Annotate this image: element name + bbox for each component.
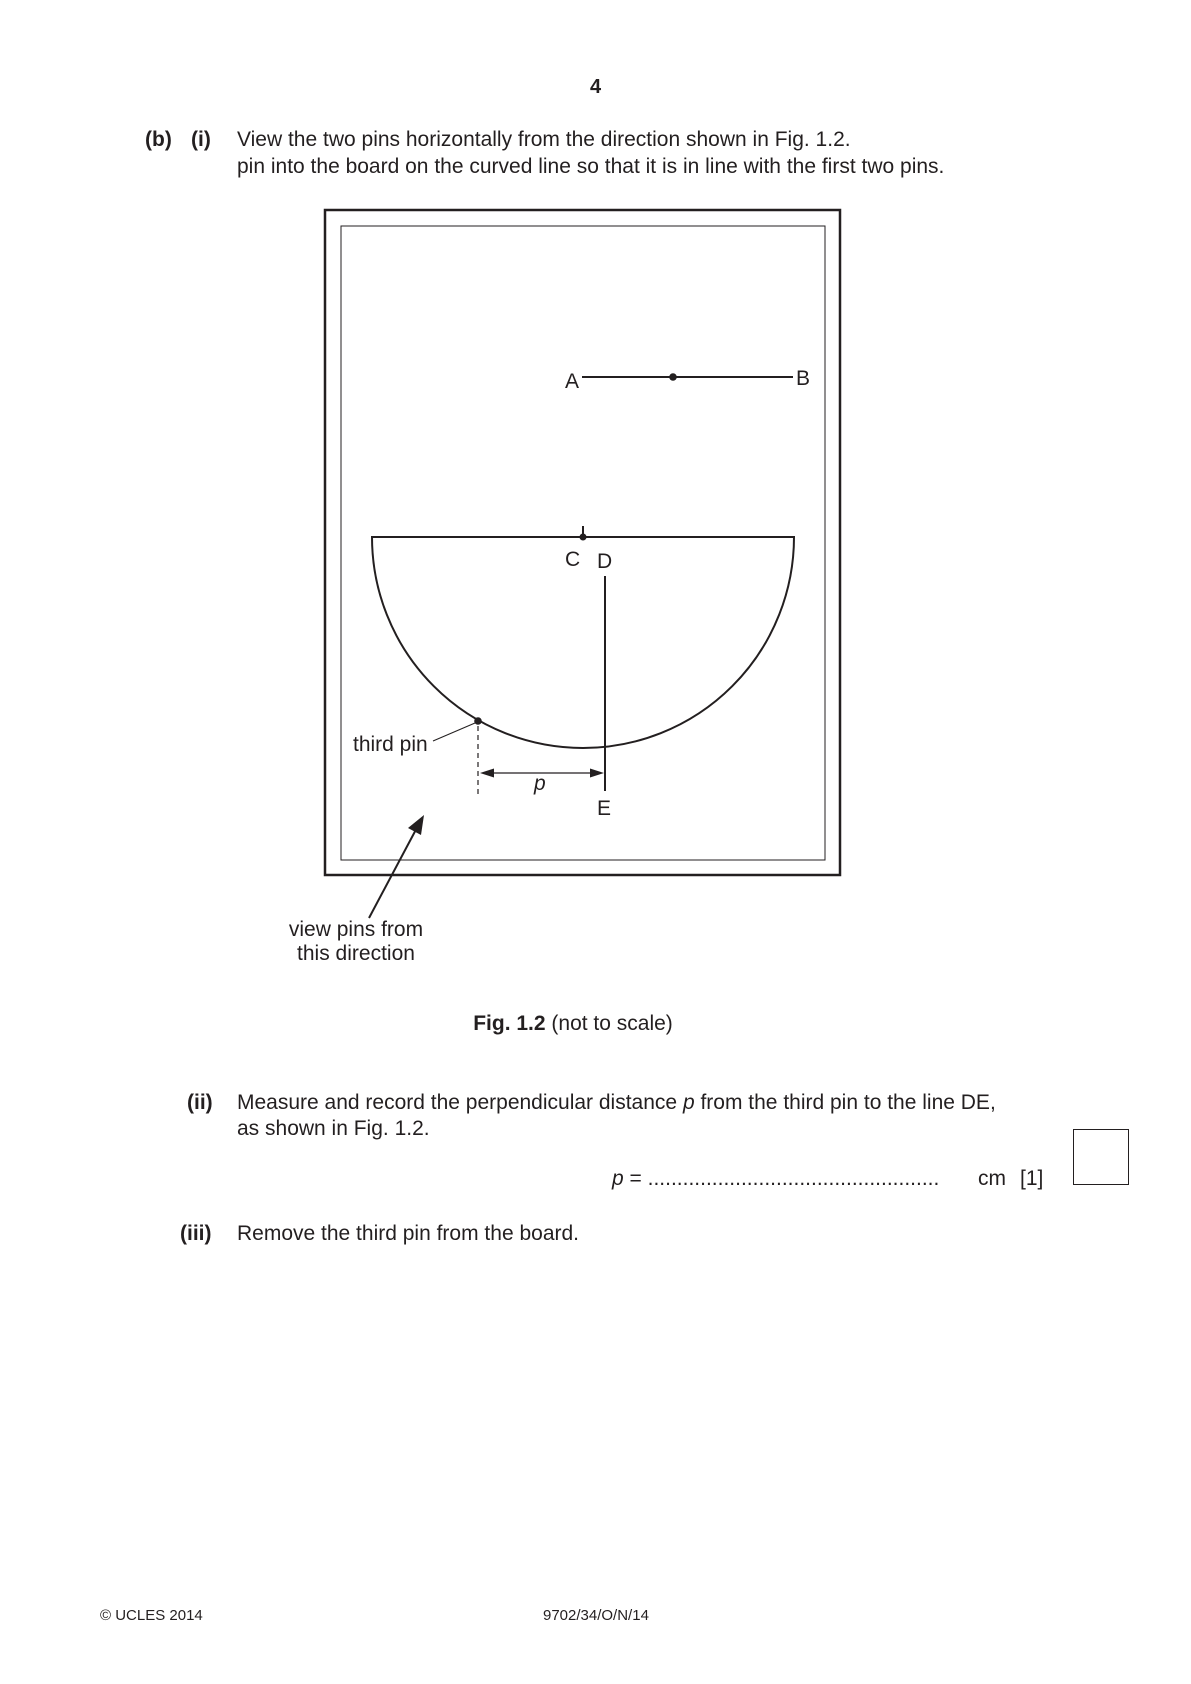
label-d: D [597,550,613,573]
figure-caption [0,1012,1146,1036]
mark-box [1073,1129,1129,1185]
sub-ii-line1-var: p [682,1091,695,1114]
sub-iii-label: (iii) [180,1222,212,1245]
paper-inner-outline [341,226,825,860]
label-b: B [796,367,811,390]
sub-ii-label: (ii) [187,1091,213,1114]
view-direction-arrowhead [408,815,424,835]
label-c: C [565,548,581,571]
page-number: 4 [589,76,602,98]
sub-ii-line1 [237,1091,996,1115]
footer-copyright: © UCLES 2014 [100,1607,203,1624]
centre-pin-c [580,534,587,541]
third-pin-leader [433,723,475,741]
label-view-line2: this direction [297,942,415,965]
marks-label: [1] [1020,1167,1044,1190]
sub-ii-line1-b: from the third pin to the line DE, [694,1091,996,1114]
figure-caption-bold: Fig. 1.2 [473,1012,546,1035]
sub-iii-text: Remove the third pin from the board. [237,1222,580,1245]
p-arrowhead-left [480,769,494,778]
pin-on-ab [669,373,677,381]
label-third-pin: third pin [353,733,428,756]
figure-caption-rest: (not to scale) [545,1012,673,1035]
sub-i-line2: pin into the board on the curved line so that it is in line with the first two pins. [237,155,945,178]
sub-i-line1: View the two pins horizontally from the direction shown in Fig. 1.2. [237,128,851,151]
part-b-label: (b) [145,128,172,151]
sub-ii-line1-a: Measure and record the perpendicular distance [237,1091,683,1114]
p-arrowhead-right [590,769,604,778]
answer-dots[interactable]: .................................................. [647,1167,940,1190]
answer-var: p [612,1167,624,1190]
third-pin [474,717,482,725]
sub-i-label: (i) [191,128,211,151]
footer-paper-code: 9702/34/O/N/14 [543,1607,649,1624]
label-a: A [565,370,580,393]
label-e: E [597,797,612,820]
label-p: p [534,772,546,795]
label-view-line1: view pins from [288,918,424,941]
answer-eq: = [623,1167,648,1190]
view-direction-shaft [369,822,420,918]
answer-unit: cm [978,1167,1006,1190]
board-outer-outline [325,210,840,875]
answer-line-p [612,1167,939,1191]
sub-ii-line2: as shown in Fig. 1.2. [237,1117,430,1140]
semicircle-outline [372,537,794,748]
